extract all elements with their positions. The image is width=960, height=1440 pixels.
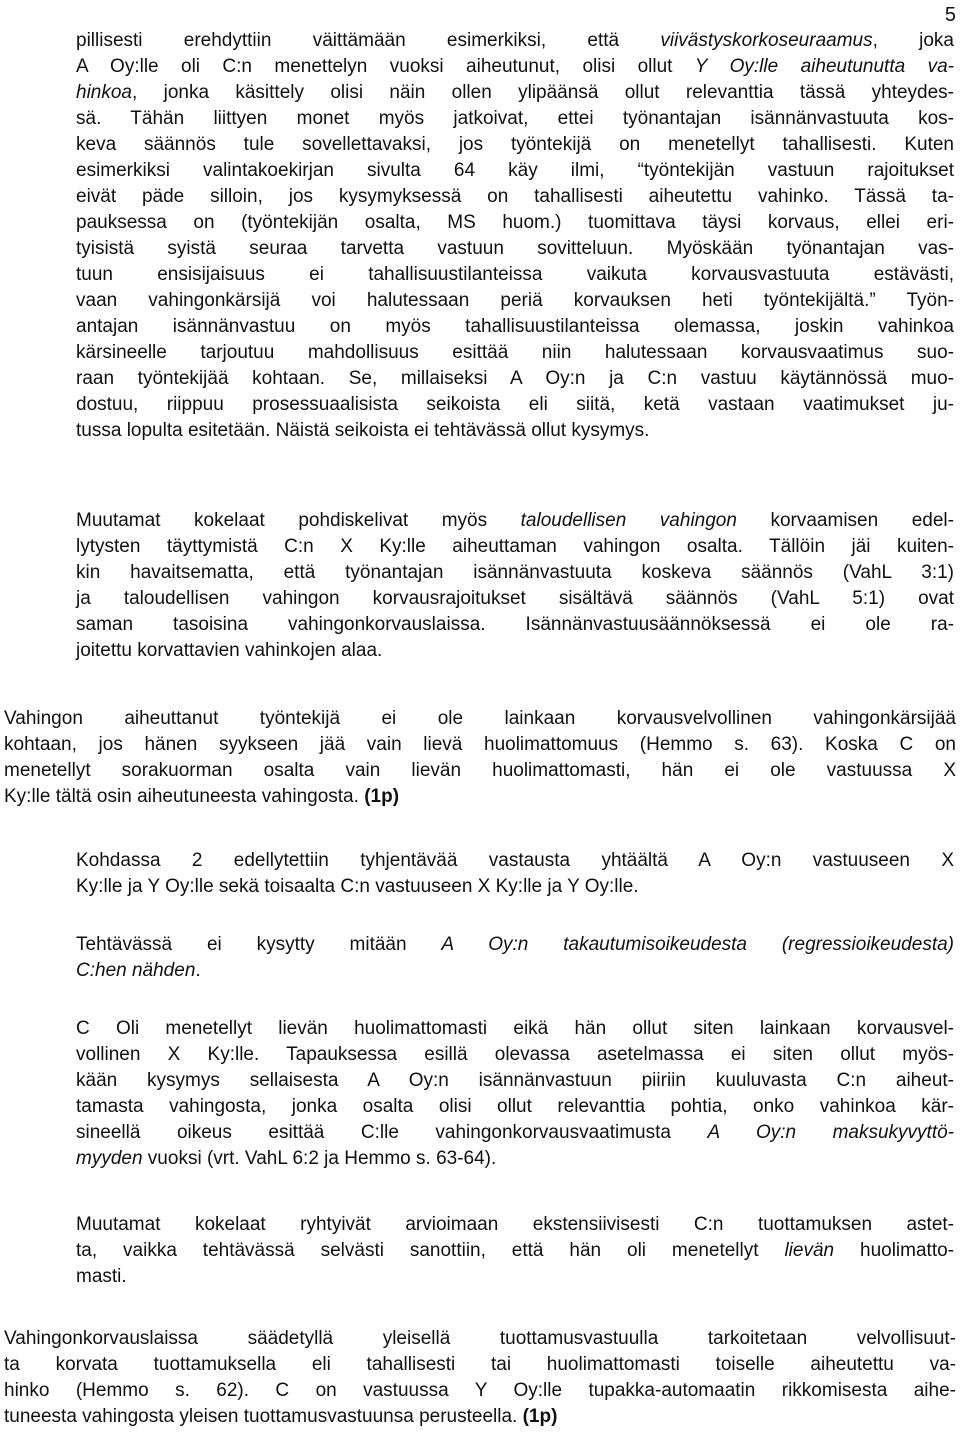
italic-text: lievän [784,1240,835,1261]
text-line [76,958,954,984]
text-line [76,586,954,612]
points-label: (1p) [364,786,400,807]
text-line [76,80,954,106]
paragraph-recourse-not-asked [76,932,954,984]
text-segment: Vahingon aiheuttanut työntekijä ei ole lainkaan korvausvelvollinen vahingonkärsijää [4,708,956,729]
text-segment: raan työntekijää kohtaan. Se, millaiseksi A Oy:n ja C:n vastuu käytännössä muo- [76,368,954,389]
text-segment: Muutamat kokelaat pohdiskelivat myös [76,510,521,531]
italic-text: myyden [76,1148,143,1169]
text-line [4,1404,956,1430]
text-line [4,1378,956,1404]
text-segment: ta, vaikka tehtävässä selvästi sanottiin, että hän oli menetellyt [76,1240,785,1261]
text-line [4,1352,956,1378]
italic-text: taloudellisen vahingon [520,510,737,531]
text-segment: , joka [872,30,955,51]
text-segment: eivät päde silloin, jos kysymyksessä on tahallisesti aiheutettu vahinko. Tässä ta- [76,186,954,207]
text-line [4,1326,956,1352]
text-segment: tussa lopulta esitetään. Näistä seikoista ei tehtävässä ollut kysymys. [76,420,650,441]
text-segment: , jonka käsittely olisi näin ollen ylipäänsä ollut relevanttia tässä yhteydes- [132,82,954,103]
text-segment: esimerkiksi valintakoekirjan sivulta 64 käy ilmi, “työntekijän vastuun rajoitukset [76,160,954,181]
text-line [76,54,954,80]
text-segment: kohtaan, jos hänen syykseen jää vain lievä huolimattomuus (Hemmo s. 63). Koska C on [4,734,956,755]
text-line [76,612,954,638]
text-segment: Ky:lle tältä osin aiheutuneesta vahingosta. [4,786,365,807]
text-segment: pillisesti erehdyttiin väittämään esimerkiksi, että [76,30,661,51]
points-label: (1p) [522,1406,558,1427]
text-line [4,706,956,732]
text-segment: A Oy:lle oli C:n menettelyn vuoksi aiheutunut, olisi ollut [76,56,695,77]
text-line [76,1068,954,1094]
text-line [76,210,954,236]
italic-text: A Oy:n maksukyvyttö- [707,1122,955,1143]
text-segment: lytysten täyttymistä C:n X Ky:lle aiheuttaman vahingon osalta. Tällöin jäi kuiten- [76,536,954,557]
italic-text: A Oy:n takautumisoikeudesta (regressioikeudesta) [441,934,954,955]
text-segment: huolimatto- [834,1240,954,1261]
text-segment: kärsineelle tarjoutuu mahdollisuus esittää niin halutessaan korvausvaatimus suo- [76,342,954,363]
text-line [4,732,956,758]
text-line [4,784,956,810]
text-segment: Muutamat kokelaat ryhtyivät arvioimaan ekstensiivisesti C:n tuottamuksen astet- [76,1214,954,1235]
paragraph-economic-loss [76,508,954,664]
text-line [76,534,954,560]
text-line [76,288,954,314]
text-line [76,28,954,54]
text-line [76,1212,954,1238]
paragraph-degree-of-fault [76,1212,954,1290]
text-segment: tamasta vahingosta, jonka osalta olisi ollut relevanttia pohtia, onko vahinkoa kär- [76,1096,954,1117]
text-line [76,314,954,340]
text-segment: joitettu korvattavien vahinkojen alaa. [76,640,383,661]
text-segment: dostuu, riippuu prosessuaalisista seikoista eli siitä, ketä vastaan vaatimukset ju- [76,394,954,415]
text-segment: C Oli menetellyt lievän huolimattomasti eikä hän ollut siten lainkaan korvausvel- [76,1018,954,1039]
text-line [76,366,954,392]
text-segment: Ky:lle ja Y Oy:lle sekä toisaalta C:n vastuuseen X Ky:lle ja Y Oy:lle. [76,876,639,897]
text-line [76,560,954,586]
text-segment: saman tasoisina vahingonkorvauslaissa. Isännänvastuusäännöksessä ei ole ra- [76,614,954,635]
text-segment: sineellä oikeus esittää C:lle vahingonkorvausvaatimusta [76,1122,708,1143]
text-segment: tyisistä syistä seuraa tarvetta vastuun sovitteluun. Myöskään työnantajan vas- [76,238,954,259]
text-segment: tuneesta vahingosta yleisen tuottamusvastuunsa perusteella. [4,1406,523,1427]
text-line [76,1016,954,1042]
text-line [76,1264,954,1290]
text-line [76,106,954,132]
text-line [4,758,956,784]
text-segment: ta korvata tuottamuksella eli tahallisesti tai huolimattomasti toiselle aiheutettu va- [4,1354,956,1375]
text-segment: tuun ensisijaisuus ei tahallisuustilanteissa vaikuta korvausvastuuta estävästi, [76,264,954,285]
text-segment: Tehtävässä ei kysytty mitään [76,934,442,955]
text-segment: kin havaitsematta, että työnantajan isännänvastuuta koskeva säännös (VahL 3:1) [76,562,954,583]
text-line [76,184,954,210]
text-segment: vaan vahingonkärsijä voi halutessaan periä korvauksen heti työntekijältä.” Työn- [76,290,954,311]
text-line [76,418,954,444]
text-segment: ja taloudellisen vahingon korvausrajoitukset sisältävä säännös (VahL 5:1) ovat [76,588,954,609]
text-line [76,932,954,958]
paragraph-slight-negligence [76,1016,954,1172]
text-segment: masti. [76,1266,127,1287]
text-segment: antajan isännänvastuu on myös tahallisuustilanteissa olemassa, joskin vahinkoa [76,316,954,337]
text-segment: sä. Tähän liittyen monet myös jatkoivat, ettei työnantajan isännänvastuuta kos- [76,108,954,129]
text-segment: Vahingonkorvauslaissa säädetyllä yleisellä tuottamusvastuulla tarkoitetaan velvollisuut- [4,1328,956,1349]
text-segment: vuoksi (vrt. VahL 6:2 ja Hemmo s. 63-64). [142,1148,497,1169]
text-line [76,1238,954,1264]
paragraph-vicarious-liability-intent [76,28,954,444]
text-line [76,638,954,664]
text-line [76,340,954,366]
paragraph-section-2-requirements [76,848,954,900]
italic-text: hinkoa [76,82,132,103]
text-line [76,508,954,534]
text-segment: . [195,960,201,981]
italic-text: C:hen nähden [76,960,196,981]
text-line [76,848,954,874]
text-line [76,158,954,184]
text-line [76,236,954,262]
text-line [76,1042,954,1068]
page-number: 5 [944,4,956,26]
text-segment: kään kysymys sellaisesta A Oy:n isännänvastuun piiriin kuuluvasta C:n aiheut- [76,1070,954,1091]
paragraph-fault-liability [4,1326,956,1430]
text-line [76,132,954,158]
italic-text: Y Oy:lle aiheutunutta va- [694,56,954,77]
text-segment: vollinen X Ky:lle. Tapauksessa esillä olevassa asetelmassa ei siten ollut myös- [76,1044,954,1065]
text-segment: korvaamisen edel- [736,510,954,531]
text-segment: keva säännös tule sovellettavaksi, jos työntekijä on menetellyt tahallisesti. Kuten [76,134,954,155]
text-segment: pauksessa on (työntekijän osalta, MS huom.) tuomittava täysi korvaus, ellei eri- [76,212,954,233]
paragraph-employee-liability [4,706,956,810]
text-segment: Kohdassa 2 edellytettiin tyhjentävää vastausta yhtäältä A Oy:n vastuuseen X [76,850,954,871]
text-line [76,1120,954,1146]
text-line [76,392,954,418]
text-line [76,1094,954,1120]
italic-text: viivästyskorkoseuraamus [660,30,873,51]
text-line [76,262,954,288]
text-line [76,874,954,900]
text-segment: menetellyt sorakuorman osalta vain lievän huolimattomasti, hän ei ole vastuussa X [4,760,956,781]
text-segment: hinko (Hemmo s. 62). C on vastuussa Y Oy:lle tupakka-automaatin rikkomisesta aihe- [4,1380,956,1401]
text-line [76,1146,954,1172]
